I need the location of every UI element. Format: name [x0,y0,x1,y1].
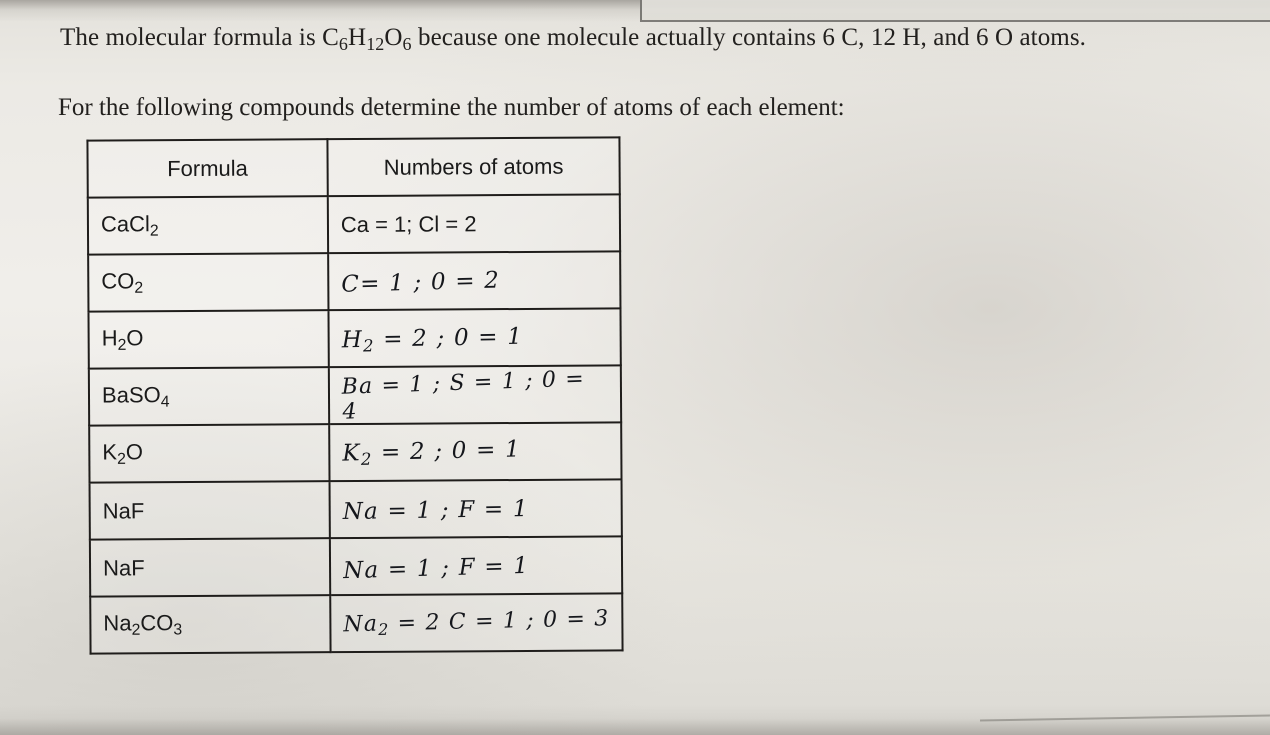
table-row [88,251,620,311]
column-header-formula: Formula [87,139,327,197]
table-row [90,593,622,653]
cell-formula: NaF [90,481,330,539]
atoms-table-wrapper [86,136,623,654]
cell-formula: BaSO$_4$ [89,367,329,425]
molecular-formula-glucose: $C_6H_{12}O_6$ [322,24,412,55]
cell-formula: $K_2O$ [89,424,329,482]
cell-answer[interactable]: Ba = 1 ; S = 1 ; 0 = 4 [329,365,621,424]
table-row [90,536,622,596]
cell-answer[interactable]: Na = 1 ; F = 1 [330,536,622,595]
cell-answer[interactable]: C= 1 ; 0 = 2 [328,251,620,310]
column-header-atoms: Numbers of atoms [327,137,619,196]
intro-line-1-pre: The molecular formula is [60,24,323,51]
atoms-table [86,136,623,654]
intro-line-2: For the following compounds determine the number of atoms of each element: [58,94,845,121]
intro-line-1-post: because one molecule actually contains 6 C, 12 H, and 6 O atoms. [411,24,1087,51]
cell-answer[interactable]: $K_2 = 2$ ; 0 = 1 [329,422,621,481]
table-row [88,308,620,368]
cell-answer[interactable]: $Na_2 = 2$ C = 1 ; 0 = 3 [330,593,622,652]
cell-answer[interactable]: Na = 1 ; F = 1 [329,479,621,538]
table-row [89,365,621,425]
table-header-row [87,137,619,197]
cell-formula: CaCl$_2$ [88,196,328,254]
cell-formula: NaF [90,538,330,596]
cell-answer[interactable]: Ca = 1; Cl = 2 [328,194,620,253]
cell-formula: $Na_2CO_3$ [90,595,330,653]
cell-formula: $CO_2$ [88,253,328,311]
table-row [89,422,621,482]
page-bottom-shadow [0,705,1270,735]
cell-formula: $H_2O$ [88,310,328,368]
cell-answer[interactable]: $H_2 = 2$ ; 0 = 1 [328,308,620,367]
intro-line-1 [60,22,1250,56]
page-top-smudge [900,0,1020,12]
table-row [88,194,620,254]
table-row [90,479,622,539]
